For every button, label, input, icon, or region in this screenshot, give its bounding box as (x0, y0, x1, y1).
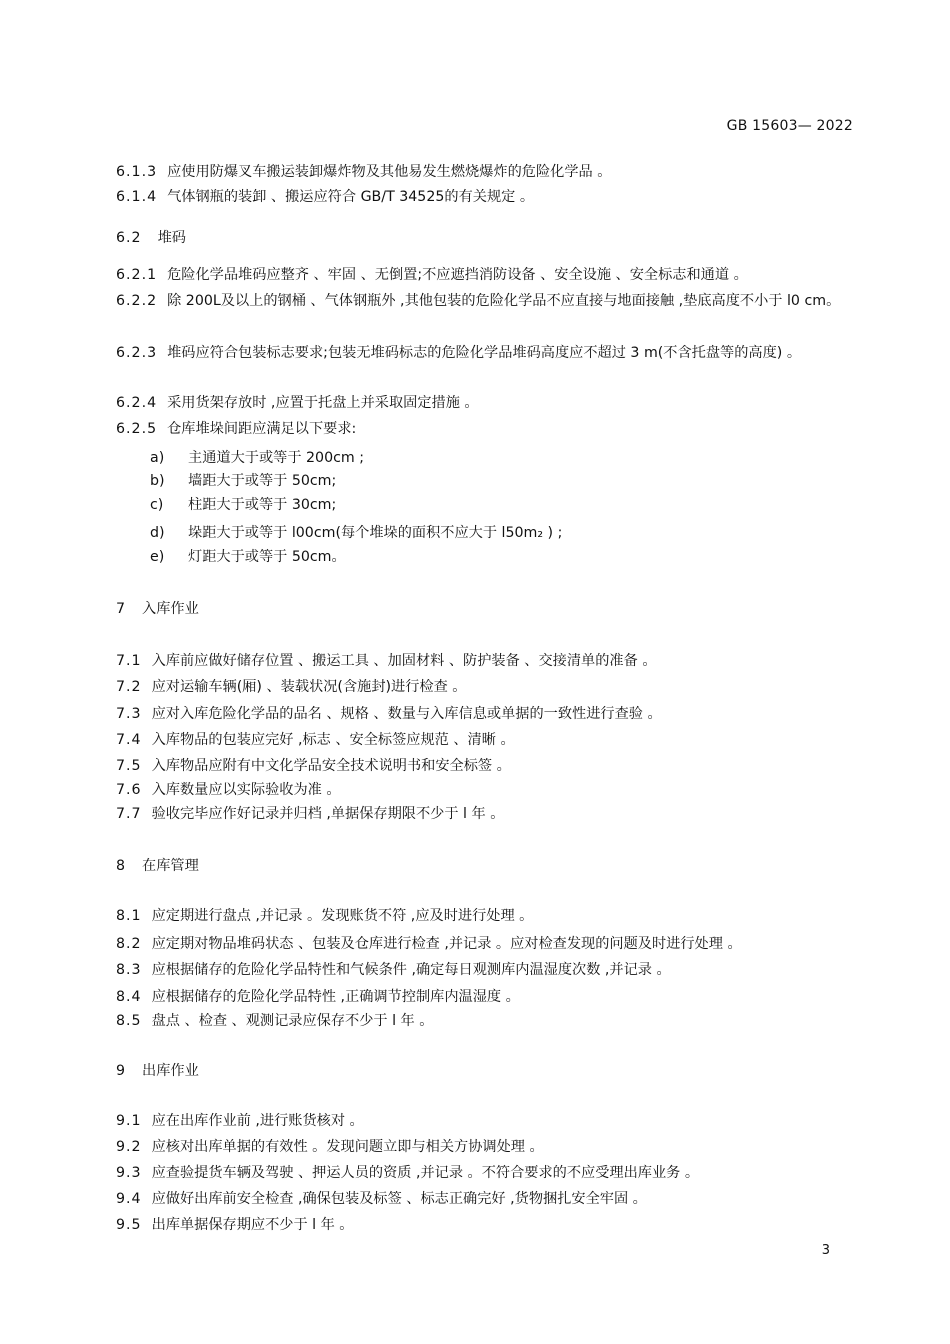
clause-9-1: 9.1 应在出库作业前 ,进行账货核对 。 (116, 1113, 364, 1129)
section-heading-8: 8 在库管理 (116, 858, 199, 874)
clause-9-3: 9.3 应查验提货车辆及驾驶 、押运人员的资质 ,并记录 。不符合要求的不应受理出库业务 。 (116, 1165, 700, 1181)
section-heading-9: 9 出库作业 (116, 1063, 199, 1079)
clause-7-7: 7.7 验收完毕应作好记录并归档 ,单据保存期限不少于 l 年 。 (116, 806, 505, 822)
clause-8-2: 8.2 应定期对物品堆码状态 、包装及仓库进行检查 ,并记录 。应对检查发现的问题及时进行处理 。 (116, 936, 742, 952)
clause-8-4: 8.4 应根据储存的危险化学品特性 ,正确调节控制库内温湿度 。 (116, 989, 520, 1005)
clause-6-2-2: 6.2.2 除 200L及以上的钢桶 、气体钢瓶外 ,其他包装的危险化学品不应直接与地面接触 ,垫底高度不小于 l0 cm。 (116, 293, 841, 309)
clause-7-1: 7.1 入库前应做好储存位置 、搬运工具 、加固材料 、防护装备 、交接清单的准备 。 (116, 653, 657, 669)
list-item-e: e) 灯距大于或等于 50cm。 (150, 549, 346, 565)
clause-8-5: 8.5 盘点 、检查 、观测记录应保存不少于 l 年 。 (116, 1013, 434, 1029)
section-heading-6-2: 6.2 堆码 (116, 230, 186, 246)
clause-7-3: 7.3 应对入库危险化学品的品名 、规格 、数量与入库信息或单据的一致性进行查验 。 (116, 706, 662, 722)
clause-9-2: 9.2 应核对出库单据的有效性 。发现问题立即与相关方协调处理 。 (116, 1139, 544, 1155)
clause-9-4: 9.4 应做好出库前安全检查 ,确保包装及标签 、标志正确完好 ,货物捆扎安全牢固 。 (116, 1191, 647, 1207)
list-item-d: d) 垛距大于或等于 l00cm(每个堆垛的面积不应大于 l50m₂ ) ; (150, 525, 563, 541)
clause-7-4: 7.4 入库物品的包装应完好 ,标志 、安全标签应规范 、清晰 。 (116, 732, 515, 748)
list-item-a: a) 主通道大于或等于 200cm ; (150, 450, 365, 466)
clause-9-5: 9.5 出库单据保存期应不少于 l 年 。 (116, 1217, 354, 1233)
clause-6-1-3: 6.1.3 应使用防爆叉车搬运装卸爆炸物及其他易发生燃烧爆炸的危险化学品 。 (116, 164, 612, 180)
clause-7-2: 7.2 应对运输车辆(厢) 、装载状况(含施封)进行检查 。 (116, 679, 467, 695)
clause-6-2-5: 6.2.5 仓库堆垛间距应满足以下要求: (116, 421, 357, 437)
clause-8-3: 8.3 应根据储存的危险化学品特性和气候条件 ,确定每日观测库内温湿度次数 ,并记录 。 (116, 962, 671, 978)
section-heading-7: 7 入库作业 (116, 601, 199, 617)
clause-6-1-4: 6.1.4 气体钢瓶的装卸 、搬运应符合 GB/T 34525的有关规定 。 (116, 189, 535, 205)
clause-6-2-3: 6.2.3 堆码应符合包装标志要求;包装无堆码标志的危险化学品堆码高度应不超过 3 m(不含托盘等的高度) 。 (116, 345, 802, 361)
list-item-c: c) 柱距大于或等于 30cm; (150, 497, 337, 513)
clause-7-6: 7.6 入库数量应以实际验收为准 。 (116, 782, 341, 798)
page-number: 3 (821, 1243, 830, 1258)
clause-6-2-1: 6.2.1 危险化学品堆码应整齐 、牢固 、无倒置;不应遮挡消防设备 、安全设施 、安全标志和通道 。 (116, 267, 748, 283)
clause-7-5: 7.5 入库物品应附有中文化学品安全技术说明书和安全标签 。 (116, 758, 511, 774)
standard-code: GB 15603— 2022 (726, 118, 853, 134)
clause-8-1: 8.1 应定期进行盘点 ,并记录 。发现账货不符 ,应及时进行处理 。 (116, 908, 534, 924)
clause-6-2-4: 6.2.4 采用货架存放时 ,应置于托盘上并采取固定措施 。 (116, 395, 479, 411)
list-item-b: b) 墙距大于或等于 50cm; (150, 473, 337, 489)
